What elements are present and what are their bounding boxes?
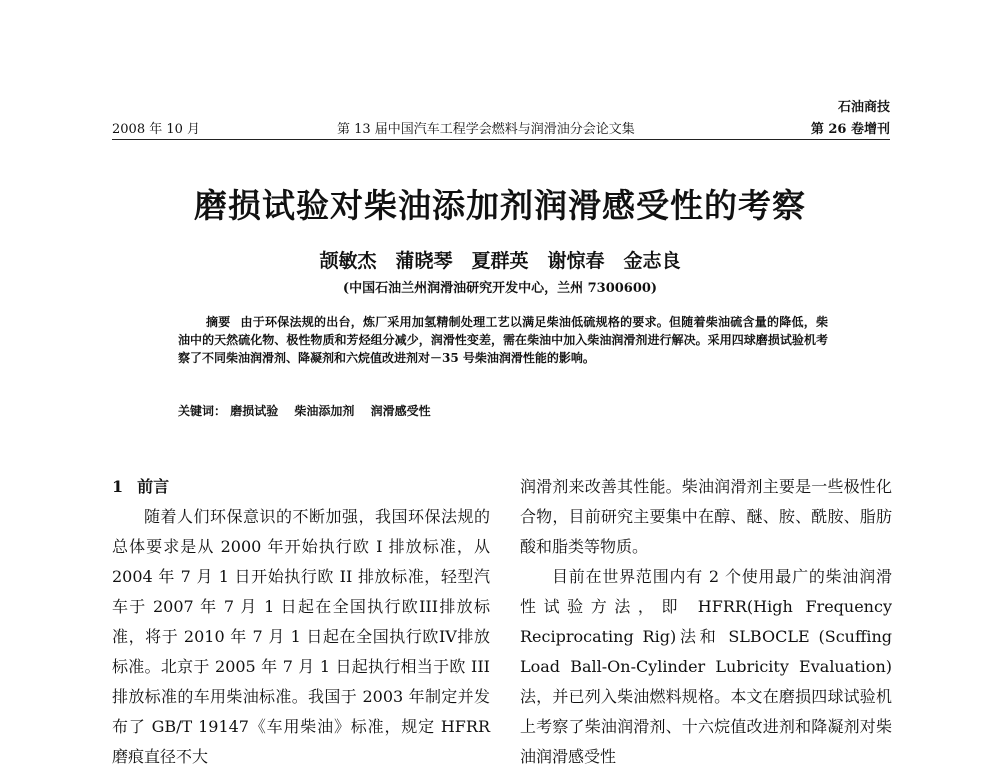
keyword-item: 润滑感受性	[370, 404, 431, 418]
keywords	[178, 402, 828, 419]
affiliation: (中国石油兰州润滑油研究开发中心，兰州 7300600)	[342, 281, 658, 296]
body-column-left	[112, 472, 490, 772]
abstract-label: 摘要	[206, 315, 231, 329]
header-conference: 第 13 届中国汽车工程学会燃料与润滑油分会论文集	[337, 122, 635, 137]
abstract-text: 由于环保法规的出台，炼厂采用加氢精制处理工艺以满足柴油低硫规格的要求。但随着柴油硫含量的降低，柴油中的天然硫化物、极性物质和芳烃组分减少，润滑性变差，需在柴油中加入柴油润滑剂进行解决。采用四球磨损试验机考察了不同柴油润滑剂、降凝剂和六烷值改进剂对－35 号柴油润滑性能的影响。	[178, 315, 828, 365]
header-date: 2008 年 10 月	[112, 122, 201, 137]
header-rule	[112, 139, 890, 140]
keywords-label: 关键词：	[178, 404, 227, 418]
header-volume: 第 26 卷增刊	[810, 122, 890, 137]
body-paragraph: 目前在世界范围内有 2 个使用最广的柴油润滑性试验方法，即 HFRR(High Frequency Reciprocating Rig)法和 SLBOCLE (Scuffing Load Ball-On-Cylinder Lubricity Evaluation)法，并已列入柴油燃料规格。本文在磨损四球试验机上考察了柴油润滑剂、十六烷值改进剂和降凝剂对柴油润滑感受性	[520, 567, 892, 766]
paper-title: 磨损试验对柴油添加剂润滑感受性的考察	[194, 186, 806, 225]
body-paragraph: 随着人们环保意识的不断加强，我国环保法规的总体要求是从 2000 年开始执行欧 I 排放标准，从 2004 年 7 月 1 日开始执行欧 II 排放标准，轻型汽车于 2007 年 7 月 1 日起在全国执行欧III排放标准，将于 2010 年 7 月 1 日起在全国执行欧IV排放标准。北京于 2005 年 7 月 1 日起执行相当于欧 III 排放标准的车用柴油标准。我国于 2003 年制定并发布了 GB/T 19147《车用柴油》标准，规定 HFRR 磨痕直径不大	[112, 507, 490, 766]
keyword-item: 磨损试验	[230, 404, 279, 418]
keyword-item: 柴油添加剂	[294, 404, 355, 418]
journal-name: 石油商技	[837, 100, 890, 115]
running-header	[112, 118, 890, 138]
body-paragraph: 润滑剂来改善其性能。柴油润滑剂主要是一些极性化合物，目前研究主要集中在醇、醚、胺、酰胺、脂肪酸和脂类等物质。	[520, 477, 892, 556]
body-column-right	[520, 472, 892, 772]
section-heading	[112, 472, 490, 502]
author-list: 颉敏杰 蒲晓琴 夏群英 谢惊春 金志良	[319, 250, 681, 272]
section-title: 前言	[137, 477, 170, 496]
abstract	[178, 313, 828, 367]
section-number: 1	[112, 477, 124, 496]
